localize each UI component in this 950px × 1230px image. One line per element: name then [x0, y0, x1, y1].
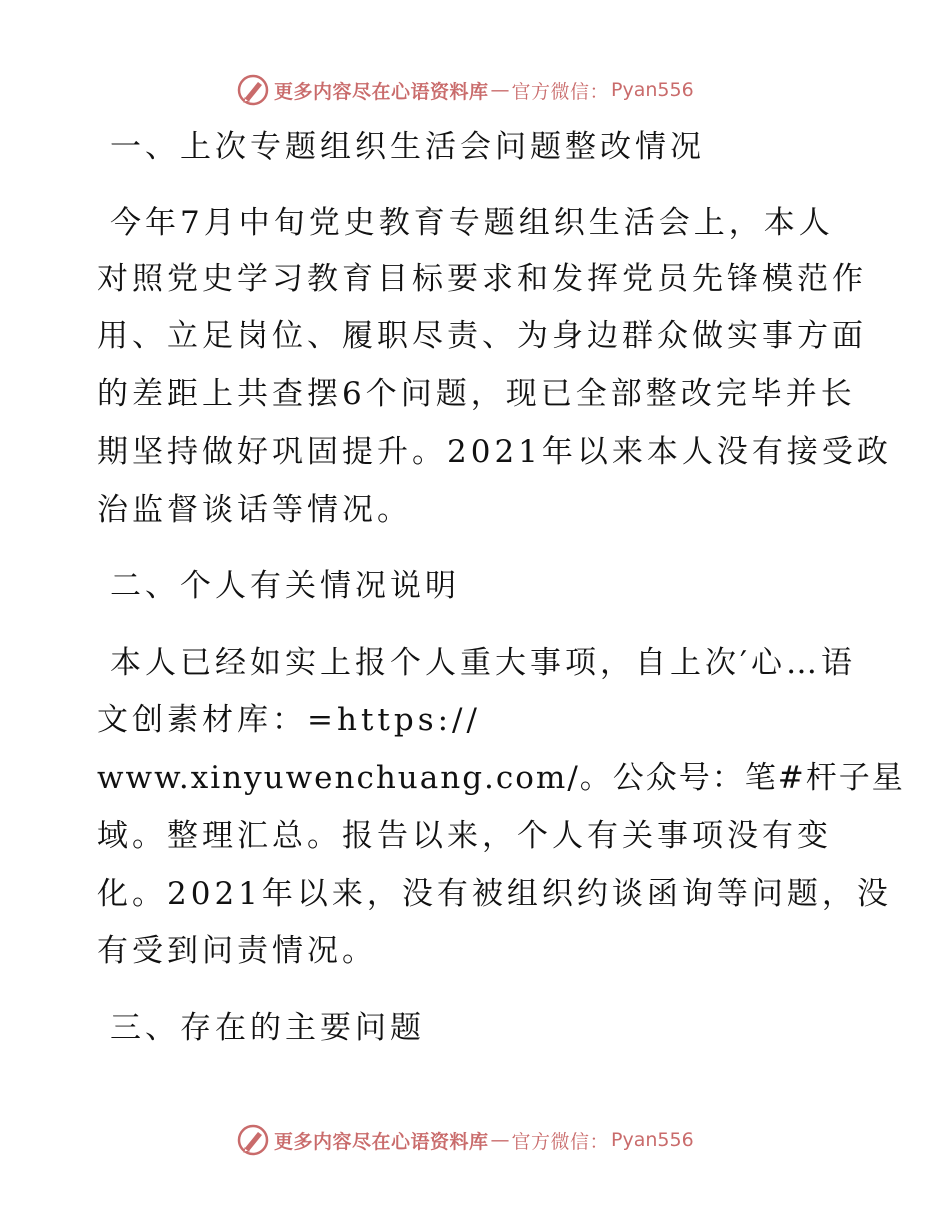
- watermark-separator: —: [490, 79, 510, 101]
- watermark-wechat-id: Pyan556: [611, 1129, 694, 1151]
- watermark-label: 官方微信：: [511, 80, 610, 103]
- para-2-line-3: www.xinyuwenchuang.com/。公众号：笔#杆子星: [97, 760, 905, 796]
- heading-1: 一、上次专题组织生活会问题整改情况: [110, 129, 705, 165]
- para-1-line-1: 今年7月中旬党史教育专题组织生活会上，本人: [110, 205, 834, 241]
- para-1-line-4: 的差距上共查摆6个问题，现已全部整改完毕并长: [97, 376, 856, 412]
- para-1-line-3: 用、立足岗位、履职尽责、为身边群众做实事方面: [97, 318, 867, 354]
- para-2-line-5: 化。2021年以来，没有被组织约谈函询等问题，没: [97, 876, 892, 912]
- watermark-brand: 更多内容尽在心语资料库: [274, 80, 489, 103]
- watermark-wechat-id: Pyan556: [611, 79, 694, 101]
- para-2-line-1: 本人已经如实上报个人重大事项，自上次′心…语: [110, 645, 857, 681]
- para-2-line-2: 文创素材库：=https://: [97, 702, 481, 738]
- footer-watermark: [236, 1122, 694, 1158]
- heading-2: 二、个人有关情况说明: [110, 568, 460, 604]
- para-1-line-6: 治监督谈话等情况。: [97, 492, 412, 528]
- para-2-line-6: 有受到问责情况。: [97, 933, 377, 969]
- para-1-line-2: 对照党史学习教育目标要求和发挥党员先锋模范作: [97, 261, 867, 297]
- para-1-line-5: 期坚持做好巩固提升。2021年以来本人没有接受政: [97, 434, 892, 470]
- watermark-brand: 更多内容尽在心语资料库: [274, 1130, 489, 1153]
- watermark-label: 官方微信：: [511, 1130, 610, 1153]
- para-2-line-4: 域。整理汇总。报告以来，个人有关事项没有变: [97, 818, 832, 854]
- pen-logo-icon: [236, 1123, 270, 1157]
- heading-3: 三、存在的主要问题: [110, 1010, 425, 1046]
- watermark-separator: —: [490, 1129, 510, 1151]
